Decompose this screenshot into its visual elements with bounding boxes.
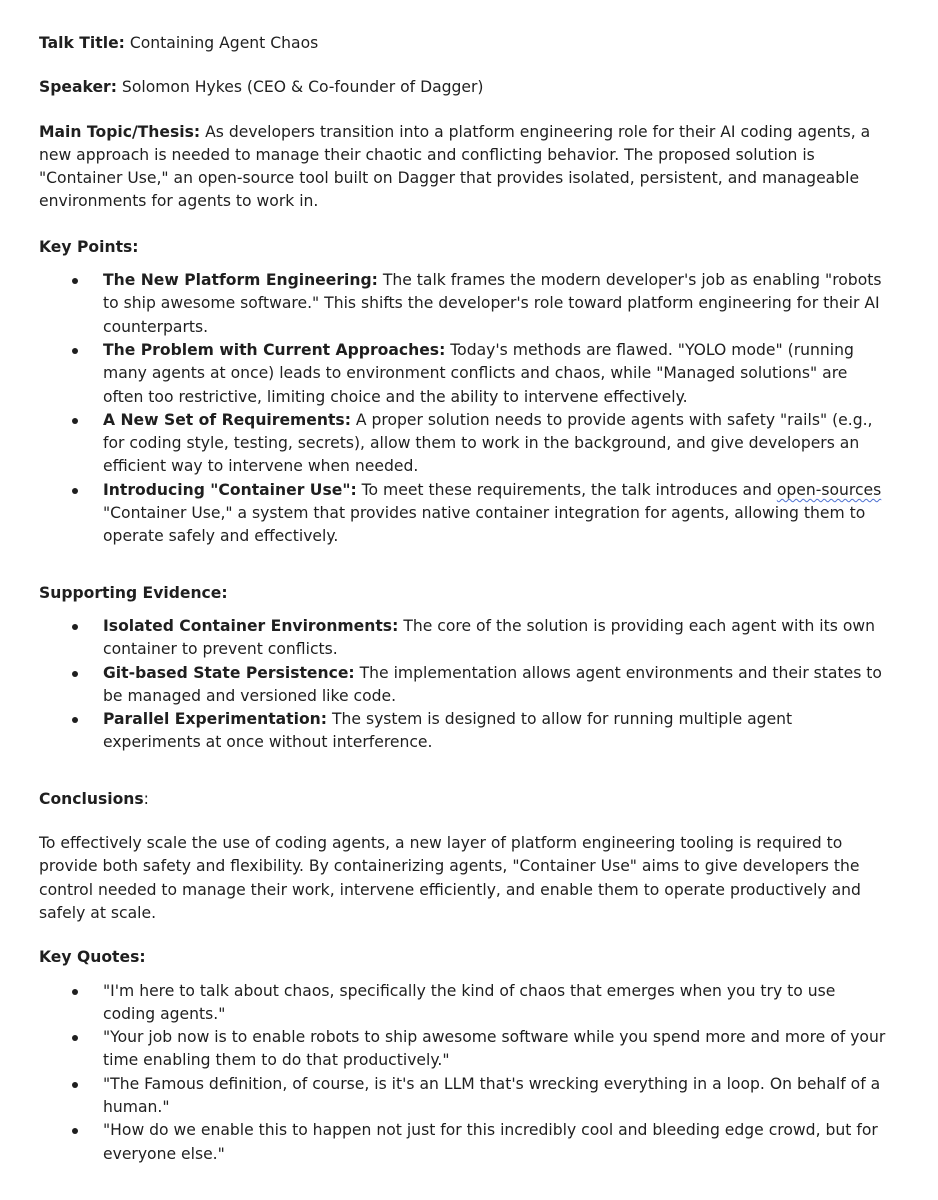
key-quotes-list bbox=[39, 980, 890, 1166]
key-point-text: A proper solution needs to provide agents with safety "rails" (e.g., for coding style, testing, secrets), allow them to work in the background, and give developers an efficient way to intervene when needed. bbox=[103, 410, 873, 476]
speaker-line bbox=[39, 76, 890, 99]
evidence-title: Git-based State Persistence: bbox=[103, 663, 355, 682]
speaker-value: Solomon Hykes (CEO & Co-founder of Dagger) bbox=[121, 78, 484, 97]
key-quotes-heading: Key Quotes: bbox=[39, 948, 146, 967]
evidence-item bbox=[39, 708, 890, 755]
talk-title-line bbox=[39, 32, 890, 55]
evidence-title: Isolated Container Environments: bbox=[103, 616, 399, 635]
key-point-text: "Container Use," a system that provides native container integration for agents, allowing them to operate safely and effectively. bbox=[103, 504, 866, 546]
key-point-title: A New Set of Requirements: bbox=[103, 410, 351, 429]
quote-item: "Your job now is to enable robots to ship awesome software while you spend more and more of your time enabling them to do that productively." bbox=[39, 1026, 890, 1073]
speaker-label: Speaker: bbox=[39, 78, 117, 97]
conclusions-paragraph: To effectively scale the use of coding agents, a new layer of platform engineering tooling is required to provide both safety and flexibility. By containerizing agents, "Container Use" aims to give developers the control needed to manage their work, intervene efficiently, and enable them to operate productively and safely at scale. bbox=[39, 834, 861, 922]
key-point-item bbox=[39, 269, 890, 339]
talk-title-value: Containing Agent Chaos bbox=[129, 34, 319, 52]
key-point-text: Today's methods are flawed. "YOLO mode" (running many agents at once) leads to environment conflicts and chaos, while "Managed solutions" are often too restrictive, limiting choice and the ability to intervene effectively. bbox=[103, 340, 854, 406]
conclusions-heading: Conclusions: bbox=[39, 789, 149, 808]
spellcheck-flagged-word[interactable]: open-sources bbox=[776, 480, 882, 499]
quote-item: "I'm here to talk about chaos, specifically the kind of chaos that emerges when you try to use coding agents." bbox=[39, 980, 890, 1027]
key-point-title: The New Platform Engineering: bbox=[103, 271, 378, 290]
quote-item: "The Famous definition, of course, is it's an LLM that's wrecking everything in a loop. On behalf of a human." bbox=[39, 1073, 890, 1120]
evidence-text: The core of the solution is providing each agent with its own container to prevent conflicts. bbox=[103, 616, 876, 659]
quote-item: "How do we enable this to happen not just for this incredibly cool and bleeding edge crowd, but for everyone else." bbox=[39, 1119, 890, 1166]
evidence-text: The implementation allows agent environments and their states to be managed and versioned like code. bbox=[103, 663, 882, 705]
evidence-item bbox=[39, 615, 890, 662]
key-point-item bbox=[39, 479, 890, 549]
key-point-item bbox=[39, 339, 890, 409]
supporting-evidence-heading: Supporting Evidence: bbox=[39, 583, 228, 602]
evidence-item bbox=[39, 662, 890, 709]
thesis-paragraph bbox=[39, 121, 890, 214]
key-points-heading: Key Points: bbox=[39, 237, 139, 256]
key-points-list bbox=[39, 269, 890, 549]
key-point-text: To meet these requirements, the talk introduces and bbox=[361, 480, 772, 499]
key-point-title: The Problem with Current Approaches: bbox=[103, 340, 446, 359]
key-point-text: The talk frames the modern developer's job as enabling "robots to ship awesome software." This shifts the developer's role toward platform engineering for their AI counterparts. bbox=[103, 271, 882, 336]
thesis-label: Main Topic/Thesis: bbox=[39, 122, 201, 141]
key-point-item bbox=[39, 409, 890, 479]
evidence-title: Parallel Experimentation: bbox=[103, 710, 328, 729]
evidence-text: The system is designed to allow for running multiple agent experiments at once without interference. bbox=[103, 710, 793, 752]
thesis-text: As developers transition into a platform engineering role for their AI coding agents, a new approach is needed to manage their chaotic and conflicting behavior. The proposed solution is "Container Use," an open-source tool built on Dagger that provides isolated, persistent, and manageable environments for agents to work in. bbox=[39, 122, 871, 211]
supporting-evidence-list bbox=[39, 615, 890, 755]
talk-title-label: Talk Title: bbox=[39, 34, 125, 52]
key-point-title: Introducing "Container Use": bbox=[103, 480, 357, 499]
